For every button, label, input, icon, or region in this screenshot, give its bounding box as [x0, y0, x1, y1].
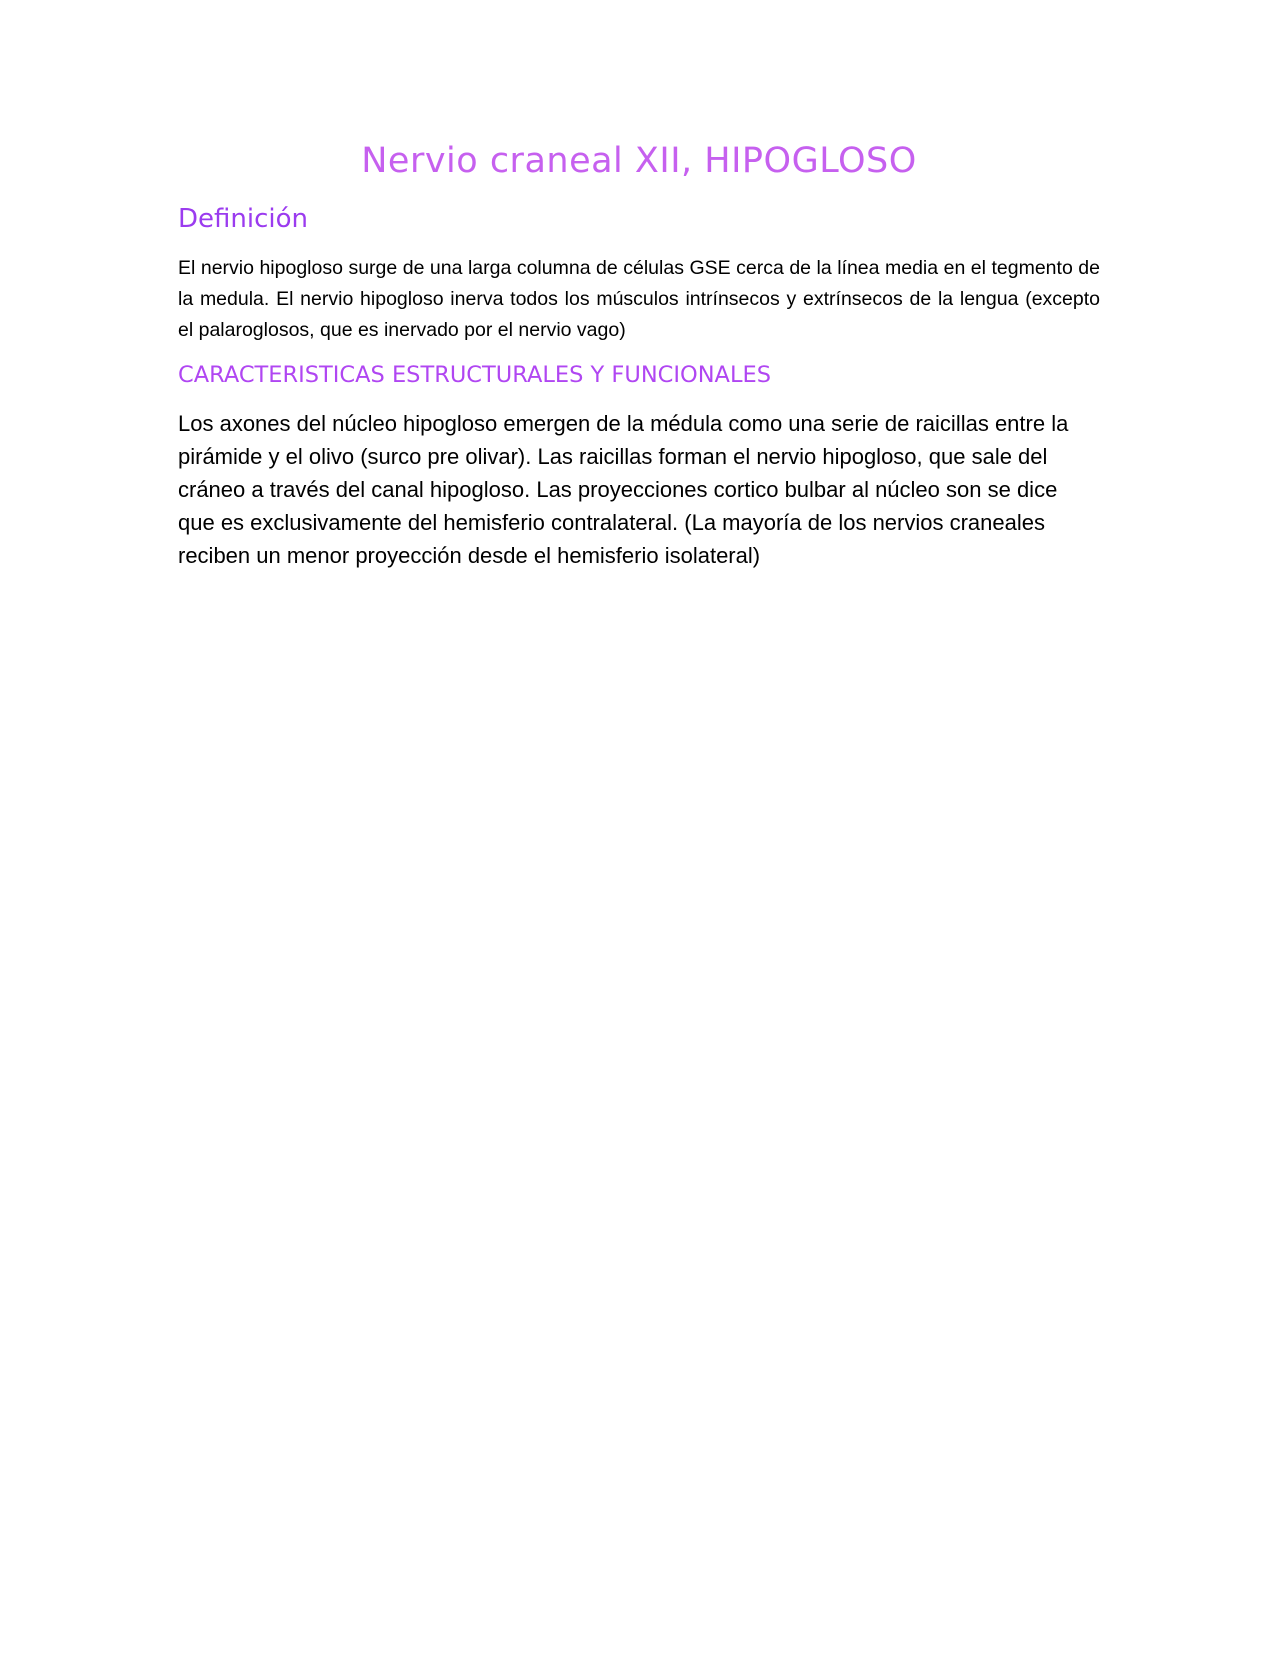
section-heading-caracteristicas: CARACTERISTICAS ESTRUCTURALES Y FUNCIONALES: [178, 362, 771, 389]
document-content: [178, 140, 1100, 572]
section-paragraph-definicion: El nervio hipogloso surge de una larga columna de células GSE cerca de la línea media en el tegmento de la medula. El nervio hipogloso inerva todos los músculos intrínsecos y extrínsecos de la lengua (excepto el palaroglosos, que es inervado por el nervio vago): [178, 257, 1100, 342]
section-heading-definicion: Definición: [178, 204, 308, 234]
section-paragraph-caracteristicas: Los axones del núcleo hipogloso emergen de la médula como una serie de raicillas entre la pirámide y el olivo (surco pre olivar). Las raicillas forman el nervio hipogloso, que sale del cráneo a través del canal hipogloso. Las proyecciones cortico bulbar al núcleo son se dice que es exclusivamente del hemisferio contralateral. (La mayoría de los nervios craneales reciben un menor proyección desde el hemisferio isolateral): [178, 411, 1069, 569]
document-title: Nervio craneal XII, HIPOGLOSO: [361, 141, 917, 181]
